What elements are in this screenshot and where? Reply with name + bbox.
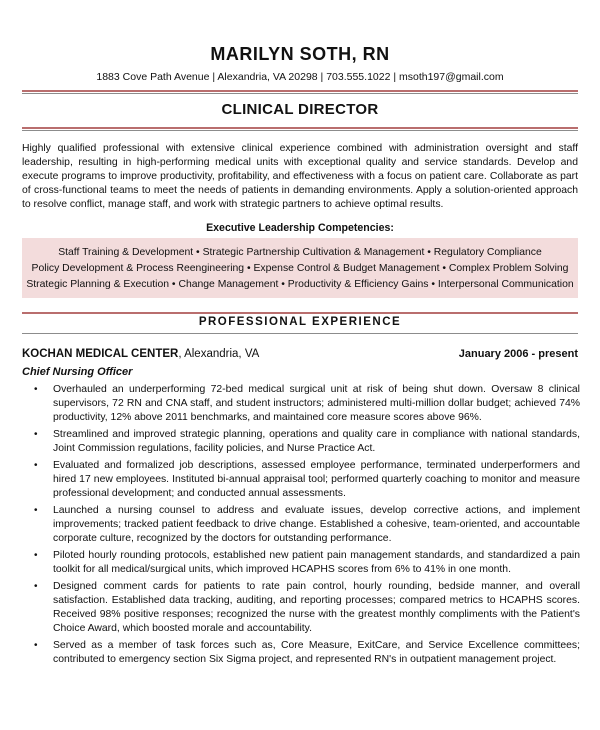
list-item <box>34 504 580 546</box>
role-title: Chief Nursing Officer <box>22 366 133 378</box>
bullet-icon: • <box>34 429 38 440</box>
bullet-text: Evaluated and formalized job descriptions, assessed employee performance, terminated underperformers and hired 17 new employees. Instituted bi-annual appraisal tool; performed quarterly coaching to monitor and measure professional development; and conducted annual assessments. <box>53 460 580 499</box>
bullet-icon: • <box>34 460 38 471</box>
bullet-icon: • <box>34 505 38 516</box>
divider-top <box>22 90 578 92</box>
competencies-box <box>22 238 578 298</box>
job-title: CLINICAL DIRECTOR <box>221 101 379 118</box>
bullet-text: Launched a nursing counsel to address and evaluate issues, develop corrective actions, and implement improvements; tracked patient feedback to drive change. Established a cohesive, team-oriented, and accountable corporate culture, recognized by the doctors for outstanding performance. <box>53 505 580 544</box>
bullet-icon: • <box>34 550 38 561</box>
bullet-text: Streamlined and improved strategic planning, operations and quality care in compliance with national standards, Joint Commission regulations, facility policies, and Nurse Practice Act. <box>53 429 580 454</box>
summary-paragraph: Highly qualified professional with extensive clinical experience combined with administration oversight and staff leadership, resulting in high-performing medical units with exceptional quality and service standards. Develop and execute programs to improve productivity, profitability, and effectiveness with a focus on patient care. Collaborate as part of cross-functional teams to meet the needs of patients in demanding environments. Apply a solution-oriented approach to resolve conflict, manage staff, and work with strategic partners to achieve optimal results. <box>22 143 578 210</box>
competencies-heading: Executive Leadership Competencies: <box>206 222 394 234</box>
competency-line: Policy Development & Process Reengineering • Expense Control & Budget Management • Complex Problem Solving <box>31 263 569 274</box>
employer <box>22 348 259 360</box>
list-item <box>34 383 580 425</box>
bullet-text: Served as a member of task forces such as, Core Measure, ExitCare, and Service Excellence committees; contributed to emergency section Six Sigma project, and represented RN's in outpatient management project. <box>53 640 580 665</box>
achievement-list <box>34 383 580 670</box>
bullet-text: Designed comment cards for patients to rate pain control, hourly rounding, bedside manner, and overall satisfaction. Established data tracking, auditing, and reporting processes; compared metrics to HCAPHS scores. Received 98% positive responses; recognized the nurse with the greatest monthly compliments with the Patient's Choice Award, which boosted morale and accountability. <box>53 581 580 634</box>
bullet-text: Piloted hourly rounding protocols, established new patient pain management standards, and standardized a pain toolkit for all medical/surgical units, which improved HCAPHS scores from 6% to 41% in one month. <box>53 550 580 575</box>
divider-title-thin <box>22 130 578 131</box>
competency-line: Strategic Planning & Execution • Change Management • Productivity & Efficiency Gains • Interpersonal Communication <box>26 279 574 290</box>
divider-experience-top <box>22 312 578 314</box>
list-item <box>34 580 580 636</box>
contact-line: 1883 Cove Path Avenue | Alexandria, VA 20298 | 703.555.1022 | msoth197@gmail.com <box>96 71 504 83</box>
list-item <box>34 639 580 667</box>
competency-line: Staff Training & Development • Strategic Partnership Cultivation & Management • Regulatory Compliance <box>58 247 542 258</box>
divider-title <box>22 127 578 129</box>
divider-experience-bottom <box>22 333 578 334</box>
bullet-text: Overhauled an underperforming 72-bed medical surgical unit at risk of being shut down. Oversaw 8 clinical supervisors, 72 RN and CNA staff, and student instructors; administered multi-million dollar budget; achieved 74% productivity, 12% above 2011 benchmarks, and maintained core measure scores above 96%. <box>53 384 580 423</box>
employment-dates: January 2006 - present <box>458 348 578 360</box>
employer-location: , Alexandria, VA <box>178 348 260 360</box>
bullet-icon: • <box>34 640 38 651</box>
experience-heading: PROFESSIONAL EXPERIENCE <box>198 316 402 328</box>
list-item <box>34 459 580 501</box>
candidate-name: MARILYN SOTH, RN <box>210 44 390 64</box>
bullet-icon: • <box>34 581 38 592</box>
list-item <box>34 549 580 577</box>
divider-top-thin <box>22 93 578 94</box>
bullet-icon: • <box>34 384 38 395</box>
list-item <box>34 428 580 456</box>
employer-name: KOCHAN MEDICAL CENTER <box>22 348 179 360</box>
